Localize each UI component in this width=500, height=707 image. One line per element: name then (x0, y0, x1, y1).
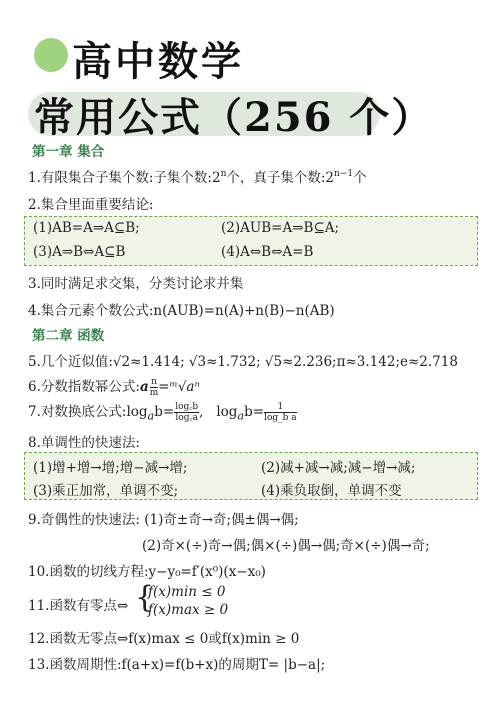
mono-rule-4: (4)乘负取倒，单调不变 (261, 483, 402, 499)
title-dot-icon (34, 38, 68, 72)
set-result-2: (2)AUB=A⇒B⊆A; (221, 220, 340, 236)
monotonic-box (24, 452, 478, 500)
page-title: 高中数学 (72, 38, 244, 85)
item-7: 7.对数换底公式$:\log_ab=$ $\frac{\log꜀b}{\log꜀a}$ , $\log_ab=$ $\frac{1}{\text{log\_b a}}$ (28, 402, 297, 423)
set-result-4: (4)A⇔B⇔A=B (221, 244, 314, 260)
item-3: 3.同时满足求交集，分类讨论求并集 (28, 276, 244, 292)
set-result-3: (3)A⇒B⇔A⊆B (33, 244, 126, 260)
mono-rule-1: (1)增+增→增;增−减→增; (33, 460, 188, 476)
page-subtitle: 常用公式（256 个） (34, 94, 434, 141)
item-6: 6.分数指数幂公式:a $\frac{n}{m}$ =ᵐ√aⁿ (28, 377, 200, 398)
set-result-1: (1)AB=A⇒A⊆B; (33, 220, 140, 236)
brace-icon: { (135, 580, 155, 615)
item-1: 1.有限集合子集个数:子集个数:2$^n$个，真子集个数$:2^{n-1}$个 (28, 169, 367, 186)
item-2: 2.集合里面重要结论: (28, 197, 154, 213)
item-11-cond-1: f(x)min ≤ 0 (148, 584, 226, 600)
chapter-heading-2: 第二章 函数 (32, 328, 105, 344)
item-12: 12.函数无零点⇔f(x)max ≤ 0或f(x)min ≥ 0 (28, 631, 300, 647)
item-5: 5.几个近似值:√2≈1.414; √3≈1.732; √5≈2.236;π≈3.142;e≈2.718 (28, 354, 458, 370)
item-13: 13.函数周期性:f(a+x)=f(b+x)的周期T= |b−a|; (28, 657, 326, 673)
item-10: 10.函数的切线方程:y−y₀=f′(x⁰)(x−x₀) (28, 564, 266, 580)
mono-rule-2: (2)减+减→减;减−增→减; (261, 460, 416, 476)
item-4: 4.集合元素个数公式:n(AUB)=n(A)+n(B)−n(AB) (28, 303, 335, 319)
item-9: 9.奇偶性的快速法: (1)奇±奇→奇;偶±偶→偶; (28, 512, 299, 528)
item-11-label: 11.函数有零点⇔ (28, 598, 129, 614)
item-11-cond-2: f(x)max ≥ 0 (148, 602, 229, 618)
mono-rule-3: (3)乘正加常，单调不变; (33, 483, 179, 499)
item-8: 8.单调性的快速法: (28, 435, 140, 451)
set-results-box (24, 216, 478, 266)
item-9-cont: (2)奇×(÷)奇→偶;偶×(÷)偶→偶;奇×(÷)偶→奇; (142, 538, 430, 554)
chapter-heading-1: 第一章 集合 (32, 144, 105, 160)
